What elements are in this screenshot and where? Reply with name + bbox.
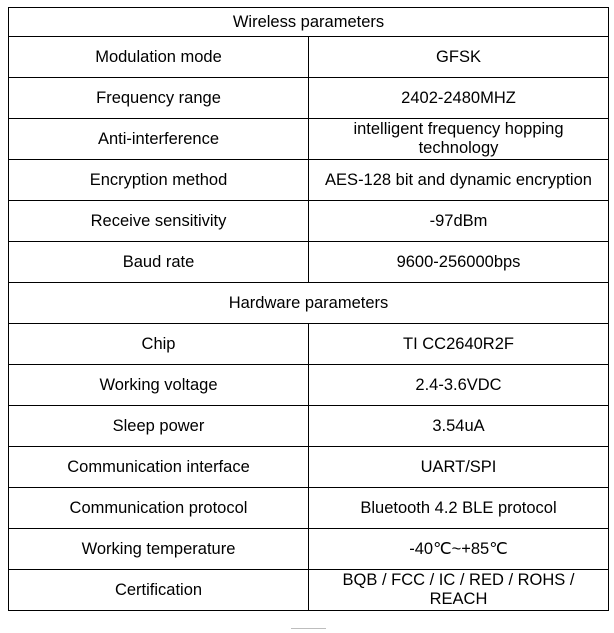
table-row	[9, 242, 609, 283]
table-row	[9, 160, 609, 201]
table-row	[9, 119, 609, 160]
row-key: Certification	[9, 570, 309, 611]
row-value: 2402-2480MHZ	[309, 78, 609, 119]
row-value: GFSK	[309, 37, 609, 78]
row-value: intelligent frequency hopping technology	[309, 119, 609, 160]
section-header-row	[9, 8, 609, 37]
row-value: Bluetooth 4.2 BLE protocol	[309, 488, 609, 529]
table-row	[9, 406, 609, 447]
table-row	[9, 324, 609, 365]
row-value: UART/SPI	[309, 447, 609, 488]
row-key: Baud rate	[9, 242, 309, 283]
row-value: 3.54uA	[309, 406, 609, 447]
row-key: Modulation mode	[9, 37, 309, 78]
row-key: Frequency range	[9, 78, 309, 119]
row-key: Anti-interference	[9, 119, 309, 160]
table-row	[9, 488, 609, 529]
table-row	[9, 365, 609, 406]
row-key: Receive sensitivity	[9, 201, 309, 242]
table-row	[9, 529, 609, 570]
page-edge-tab	[291, 628, 326, 633]
row-value: AES-128 bit and dynamic encryption	[309, 160, 609, 201]
row-key: Working voltage	[9, 365, 309, 406]
hardware-parameters-title: Hardware parameters	[9, 283, 609, 324]
table-row	[9, 447, 609, 488]
table-row	[9, 570, 609, 611]
row-value: BQB / FCC / IC / RED / ROHS / REACH	[309, 570, 609, 611]
spec-table	[8, 7, 609, 611]
row-value: TI CC2640R2F	[309, 324, 609, 365]
row-value: -40℃~+85℃	[309, 529, 609, 570]
row-key: Communication protocol	[9, 488, 309, 529]
row-key: Sleep power	[9, 406, 309, 447]
row-value: -97dBm	[309, 201, 609, 242]
row-value: 9600-256000bps	[309, 242, 609, 283]
row-key: Working temperature	[9, 529, 309, 570]
row-value: 2.4-3.6VDC	[309, 365, 609, 406]
table-row	[9, 78, 609, 119]
section-header-row	[9, 283, 609, 324]
wireless-parameters-title: Wireless parameters	[9, 8, 609, 37]
row-key: Communication interface	[9, 447, 309, 488]
table-row	[9, 37, 609, 78]
table-row	[9, 201, 609, 242]
row-key: Chip	[9, 324, 309, 365]
row-key: Encryption method	[9, 160, 309, 201]
